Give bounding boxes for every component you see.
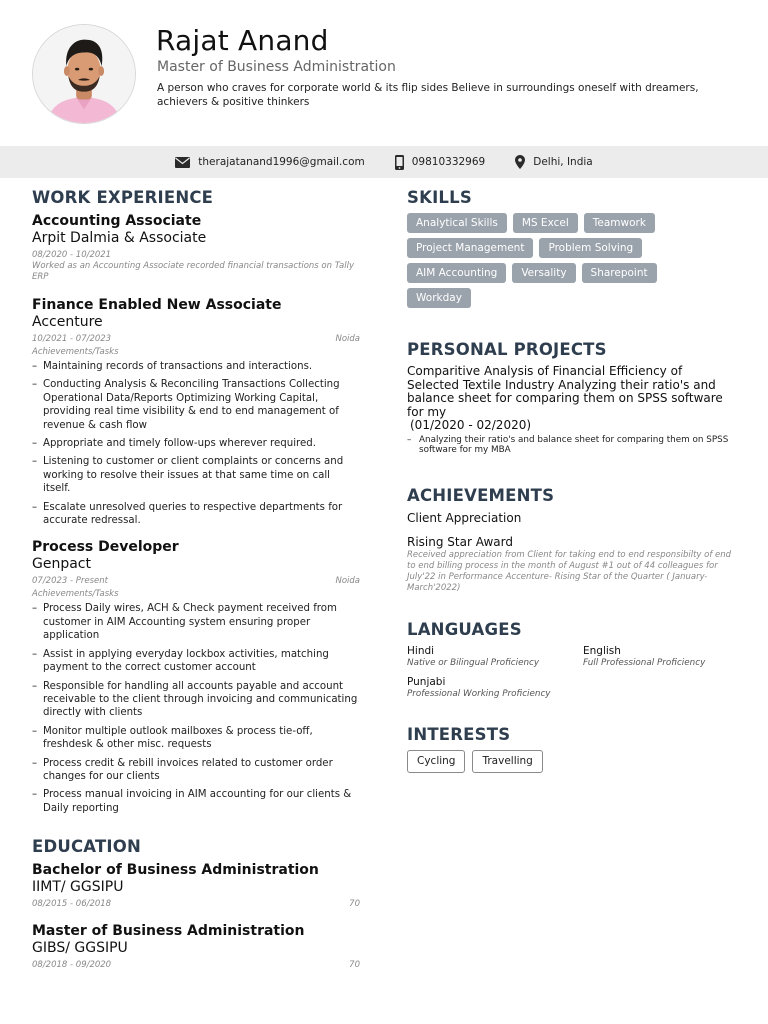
achievement-title: Rising Star Award — [407, 534, 513, 549]
language-entry — [407, 676, 583, 699]
skill-tag: Analytical Skills — [407, 213, 507, 233]
interest-tag: Cycling — [407, 750, 465, 773]
job-description: Worked as an Accounting Associate recorded financial transactions on Tally ERP — [32, 261, 354, 282]
language-entry — [407, 645, 583, 668]
job-company: Genpact — [32, 556, 91, 573]
email-text: therajatanand1996@gmail.com — [198, 156, 365, 168]
degree-title: Bachelor of Business Administration — [32, 862, 319, 879]
candidate-summary: A person who craves for corporate world & its flip sides Believe in surroundings oneself with dreamers, achievers & positive thinkers — [157, 82, 699, 108]
job-meta — [32, 334, 360, 344]
education-dates: 08/2015 - 06/2018 — [32, 899, 112, 910]
contact-phone[interactable] — [395, 155, 486, 170]
skill-tag: Workday — [407, 288, 471, 308]
contact-email[interactable] — [175, 156, 364, 168]
projects-heading: PERSONAL PROJECTS — [407, 340, 607, 359]
task-item: – Process manual invoicing in AIM accounting for our clients & Daily reporting — [32, 788, 360, 815]
project-bullets — [407, 435, 737, 456]
job-entry — [32, 213, 360, 283]
skill-tag: Project Management — [407, 238, 533, 258]
task-item: – Appropriate and timely follow-ups wherever required. — [32, 437, 360, 450]
map-pin-icon — [515, 155, 525, 169]
skill-tag: Versality — [512, 263, 575, 283]
job-dates: 07/2023 - Present — [32, 576, 109, 587]
language-level: Full Professional Proficiency — [583, 657, 706, 668]
job-dates: 08/2020 - 10/2021 — [32, 250, 112, 260]
skill-tag: Sharepoint — [582, 263, 657, 283]
task-list — [32, 360, 360, 527]
language-entry — [583, 645, 743, 668]
skill-tag: Teamwork — [584, 213, 655, 233]
education-meta — [32, 960, 360, 970]
skills-heading: SKILLS — [407, 188, 472, 207]
achievement-description: Received appreciation from Client for taking end to end responsibilty of end to end billing process in the month of August #1 out of 44 colleagues for July'22 in Performance Accenture- Rising Star of the Quarter ( January- March'2022) — [407, 549, 732, 593]
skill-tag: AIM Accounting — [407, 263, 506, 283]
interests-list — [407, 750, 737, 773]
degree-title: Master of Business Administration — [32, 923, 305, 940]
task-item: – Conducting Analysis & Reconciling Transactions Collecting Operational Data/Reports Optimizing Working Capital, providing real time visibility & end to end management of revenue & cash flow — [32, 378, 360, 432]
job-location: Noida — [335, 334, 360, 344]
interest-tag: Travelling — [472, 750, 542, 773]
task-list — [32, 602, 360, 815]
languages-list — [407, 645, 737, 699]
job-company: Accenture — [32, 314, 103, 330]
skills-list — [407, 213, 677, 308]
candidate-name: Rajat Anand — [156, 24, 329, 57]
task-item: – Escalate unresolved queries to respective departments for accurate redressal. — [32, 501, 360, 528]
task-item: – Monitor multiple outlook mailboxes & process tie-off, freshdesk & other misc. requests — [32, 725, 360, 752]
education-score: 70 — [349, 899, 360, 910]
tasks-label: Achievements/Tasks — [32, 347, 119, 357]
education-entry — [32, 923, 360, 970]
language-name: Hindi — [407, 644, 435, 657]
skill-tag: MS Excel — [513, 213, 578, 233]
task-item: – Assist in applying everyday lockbox activities, matching payment to the correct customer account — [32, 648, 360, 675]
language-level: Professional Working Proficiency — [407, 688, 551, 699]
candidate-title: Master of Business Administration — [157, 59, 396, 75]
project-dates: (01/2020 - 02/2020) — [410, 418, 532, 433]
achievement-title: Client Appreciation — [407, 510, 522, 525]
phone-icon — [395, 155, 404, 170]
job-location: Noida — [335, 576, 360, 587]
language-name: English — [583, 644, 621, 657]
project-entry — [407, 365, 737, 456]
left-column — [32, 188, 360, 979]
job-dates: 10/2021 - 07/2023 — [32, 334, 112, 344]
job-title: Process Developer — [32, 539, 179, 556]
right-column — [407, 188, 737, 773]
job-entry — [32, 297, 360, 527]
job-meta — [32, 576, 360, 586]
skill-tag: Problem Solving — [539, 238, 642, 258]
interests-heading: INTERESTS — [407, 724, 511, 744]
job-title: Finance Enabled New Associate — [32, 297, 282, 313]
task-item: – Maintaining records of transactions and interactions. — [32, 360, 360, 373]
education-entry — [32, 862, 360, 909]
profile-photo — [32, 24, 136, 124]
profile-photo-illustration — [33, 25, 135, 123]
school-name: GIBS/ GGSIPU — [32, 940, 128, 957]
education-score: 70 — [349, 960, 360, 971]
location-text: Delhi, India — [533, 156, 593, 168]
education-heading: EDUCATION — [32, 837, 141, 857]
job-company: Arpit Dalmia & Associate — [32, 230, 207, 246]
tasks-label: Achievements/Tasks — [32, 589, 119, 600]
language-level: Native or Bilingual Proficiency — [407, 657, 540, 668]
task-item: – Responsible for handling all accounts payable and account receivable to the client through invoicing and communicating directly with clients — [32, 680, 360, 720]
project-title: Comparitive Analysis of Financial Efficiency of Selected Textile Industry Analyzing their ratio's and balance sheet for comparing them on SPSS software for my — [407, 364, 723, 419]
work-experience-heading: WORK EXPERIENCE — [32, 188, 214, 207]
school-name: IIMT/ GGSIPU — [32, 879, 124, 896]
task-item: – Process Daily wires, ACH & Check payment received from customer in AIM Accounting system ensuring proper application — [32, 602, 360, 642]
job-meta — [32, 250, 360, 260]
achievements-heading: ACHIEVEMENTS — [407, 485, 555, 505]
task-item: – Process credit & rebill invoices related to customer order changes for our clients — [32, 757, 360, 784]
achievement-entry — [407, 535, 737, 594]
task-item: – Listening to customer or client complaints or concerns and working to resolve their issues at that same time on call itself. — [32, 455, 360, 495]
resume-header — [0, 0, 768, 146]
languages-heading: LANGUAGES — [407, 619, 522, 639]
phone-text: 09810332969 — [411, 156, 486, 168]
education-meta — [32, 899, 360, 909]
contact-bar — [0, 146, 768, 178]
project-bullet: – Analyzing their ratio's and balance sheet for comparing them on SPSS software for my MBA — [407, 435, 737, 456]
job-entry — [32, 539, 360, 815]
envelope-icon — [175, 157, 190, 168]
contact-location — [515, 155, 592, 169]
education-dates: 08/2018 - 09/2020 — [32, 960, 112, 971]
achievement-entry — [407, 511, 737, 525]
job-title: Accounting Associate — [32, 213, 202, 229]
language-name: Punjabi — [407, 675, 446, 688]
